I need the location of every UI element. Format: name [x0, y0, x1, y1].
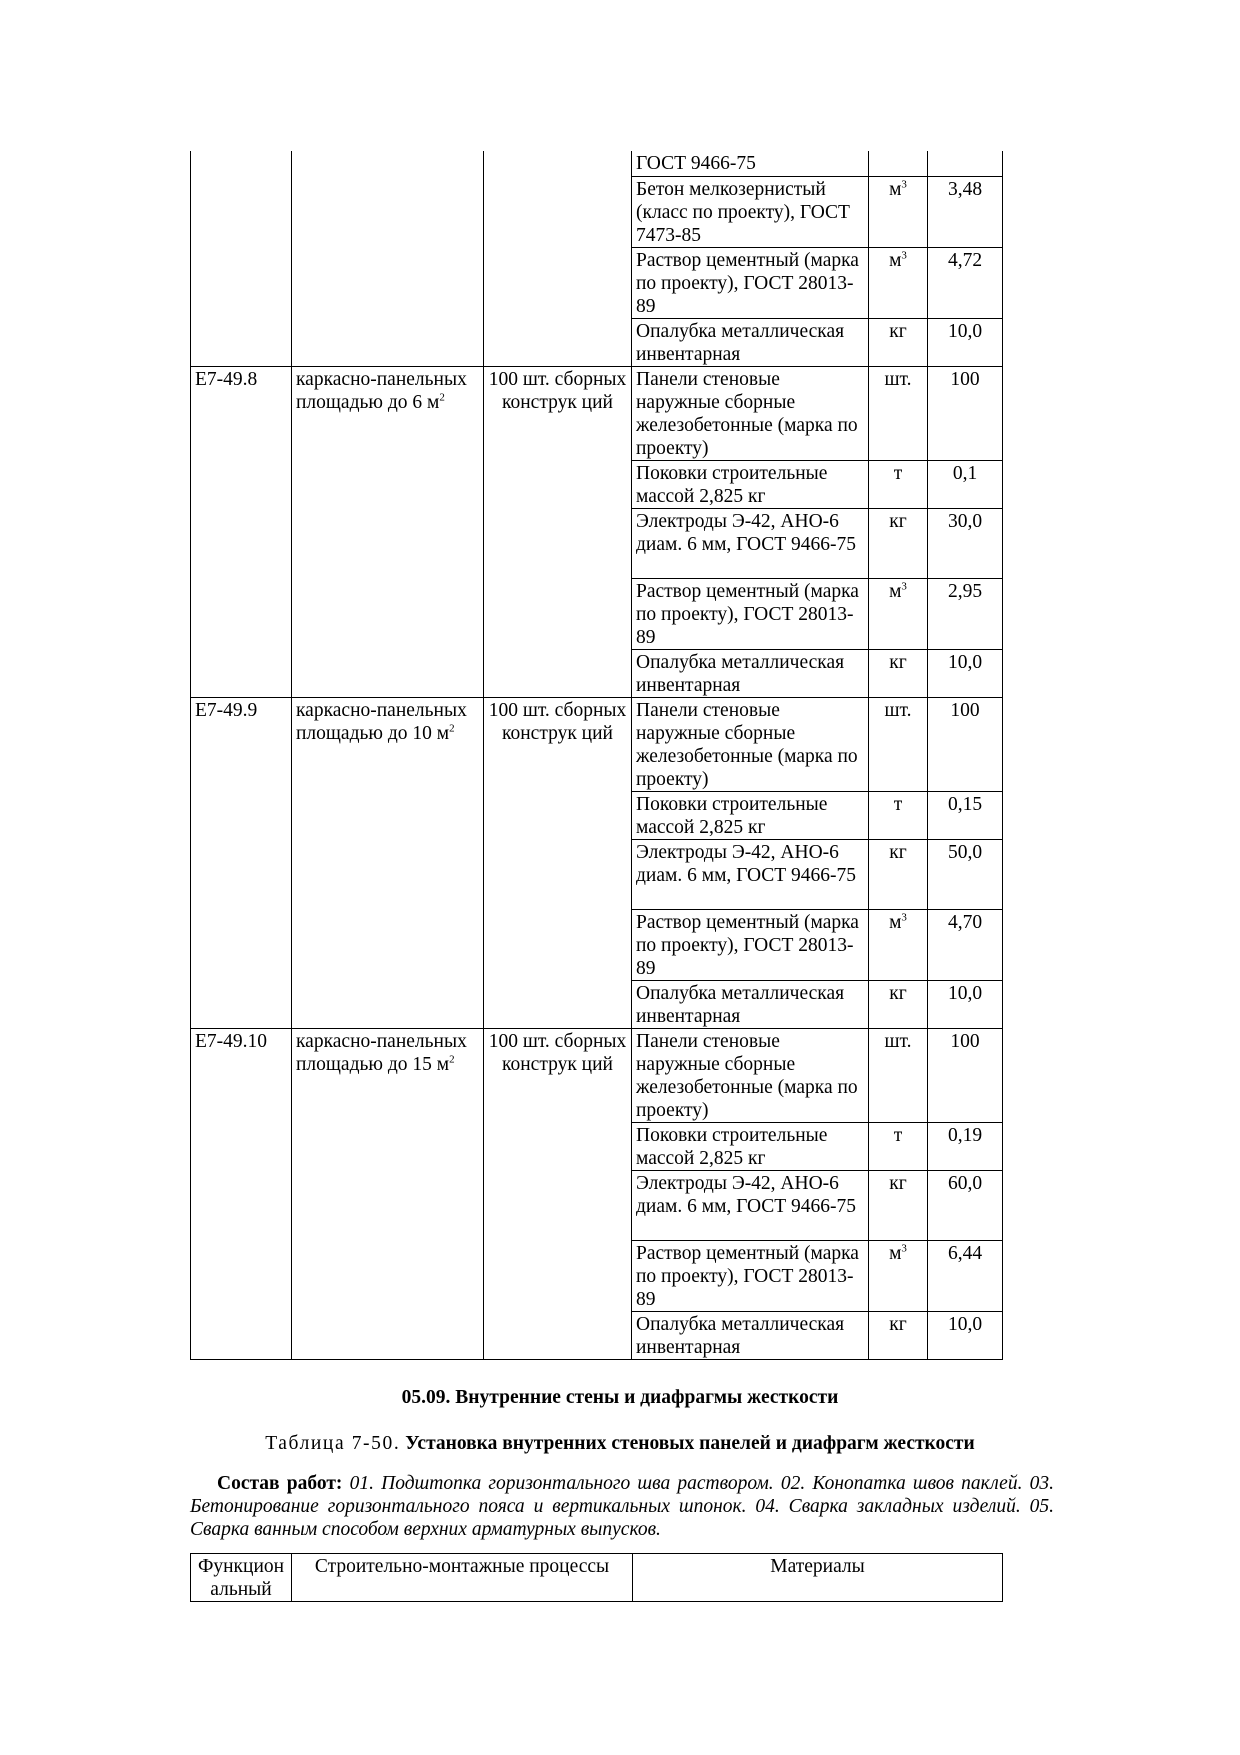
code-cell — [191, 578, 292, 649]
name-superscript: 2 — [449, 722, 455, 734]
unit-cell-text: 100 шт. сборных конструк ций — [488, 699, 627, 744]
material-cell: Электроды Э-42, АНО-6 диам. 6 мм, ГОСТ 9466-75 — [632, 839, 869, 909]
measure-superscript: 3 — [901, 911, 907, 923]
measure-cell — [869, 1311, 928, 1359]
name-cell-text: каркасно-панельных площадью до 6 м — [296, 368, 467, 413]
measure-text: кг — [889, 320, 907, 342]
unit-cell — [484, 318, 632, 366]
unit-cell — [484, 366, 632, 460]
material-cell: Панели стеновые наружные сборные железобетонные (марка по проекту) — [632, 697, 869, 791]
value-cell: 3,48 — [928, 176, 1003, 247]
value-cell: 10,0 — [928, 1311, 1003, 1359]
value-cell — [928, 151, 1003, 176]
name-cell — [292, 909, 484, 980]
measure-cell — [869, 460, 928, 508]
name-cell — [292, 839, 484, 909]
code-cell-text: Е7-49.9 — [195, 699, 258, 721]
measure-text: шт. — [884, 1030, 912, 1052]
material-cell: Электроды Э-42, АНО-6 диам. 6 мм, ГОСТ 9466-75 — [632, 1170, 869, 1240]
table-caption — [0, 1433, 1240, 1455]
code-cell — [191, 508, 292, 578]
value-cell: 2,95 — [928, 578, 1003, 649]
measure-cell — [869, 1122, 928, 1170]
material-cell: ГОСТ 9466-75 — [632, 151, 869, 176]
unit-cell-text: 100 шт. сборных конструк ций — [488, 368, 627, 413]
measure-cell — [869, 791, 928, 839]
measure-text: т — [893, 462, 903, 484]
unit-cell — [484, 791, 632, 839]
material-cell: Опалубка металлическая инвентарная — [632, 980, 869, 1028]
value-cell: 100 — [928, 697, 1003, 791]
table-row — [191, 247, 1003, 318]
code-cell — [191, 1170, 292, 1240]
table-row — [191, 508, 1003, 578]
table-row — [191, 366, 1003, 460]
measure-cell — [869, 366, 928, 460]
material-cell: Раствор цементный (марка по проекту), ГОСТ 28013-89 — [632, 909, 869, 980]
norms-table-body — [191, 151, 1003, 1359]
material-cell: Раствор цементный (марка по проекту), ГОСТ 28013-89 — [632, 1240, 869, 1311]
value-cell: 50,0 — [928, 839, 1003, 909]
name-cell — [292, 578, 484, 649]
value-cell: 0,15 — [928, 791, 1003, 839]
unit-cell — [484, 1240, 632, 1311]
code-cell — [191, 318, 292, 366]
measure-cell — [869, 508, 928, 578]
name-cell — [292, 508, 484, 578]
name-cell — [292, 980, 484, 1028]
unit-cell — [484, 508, 632, 578]
measure-text: м — [889, 178, 902, 200]
material-cell: Раствор цементный (марка по проекту), ГОСТ 28013-89 — [632, 578, 869, 649]
measure-cell — [869, 1170, 928, 1240]
material-cell: Поковки строительные массой 2,825 кг — [632, 791, 869, 839]
measure-text: шт. — [884, 368, 912, 390]
code-cell — [191, 839, 292, 909]
code-cell-text: Е7-49.8 — [195, 368, 258, 390]
code-cell — [191, 697, 292, 791]
unit-cell — [484, 151, 632, 176]
table-row — [191, 1311, 1003, 1359]
measure-text: кг — [889, 651, 907, 673]
measure-text: м — [889, 1242, 902, 1264]
measure-cell — [869, 247, 928, 318]
name-cell — [292, 460, 484, 508]
section-heading: 05.09. Внутренние стены и диафрагмы жесткости — [401, 1387, 839, 1408]
material-cell: Опалубка металлическая инвентарная — [632, 318, 869, 366]
table-row — [191, 318, 1003, 366]
name-cell-text: каркасно-панельных площадью до 10 м — [296, 699, 467, 744]
code-cell — [191, 909, 292, 980]
value-cell: 6,44 — [928, 1240, 1003, 1311]
measure-text: т — [893, 1124, 903, 1146]
unit-cell — [484, 1028, 632, 1122]
work-composition-lead: Состав работ: — [217, 1473, 343, 1494]
measure-cell — [869, 697, 928, 791]
work-composition-text: 01. Подштопка горизонтального шва раствором. 02. Конопатка швов паклей. 03. Бетонирование горизонтального пояса и вертикальных шпонок. 04. Сварка закладных изделий. 05. Сварка ванным способом верхних арматурных выпусков. — [190, 1473, 1054, 1540]
table-row — [191, 909, 1003, 980]
measure-superscript: 3 — [901, 249, 907, 261]
name-cell — [292, 1122, 484, 1170]
measure-cell — [869, 151, 928, 176]
measure-cell — [869, 980, 928, 1028]
name-superscript: 2 — [439, 391, 445, 403]
value-cell: 4,70 — [928, 909, 1003, 980]
value-cell: 0,19 — [928, 1122, 1003, 1170]
unit-cell — [484, 578, 632, 649]
work-composition — [190, 1472, 1054, 1541]
unit-cell-text: 100 шт. сборных конструк ций — [488, 1030, 627, 1075]
norms-table — [190, 151, 1003, 1360]
name-cell — [292, 1311, 484, 1359]
measure-superscript: 3 — [901, 580, 907, 592]
unit-cell — [484, 176, 632, 247]
code-cell — [191, 1240, 292, 1311]
code-cell-text: Е7-49.10 — [195, 1030, 268, 1052]
measure-cell — [869, 578, 928, 649]
measure-text: м — [889, 580, 902, 602]
name-cell — [292, 176, 484, 247]
measure-cell — [869, 1240, 928, 1311]
measure-cell — [869, 839, 928, 909]
measure-text: шт. — [884, 699, 912, 721]
measure-cell — [869, 176, 928, 247]
material-cell: Опалубка металлическая инвентарная — [632, 649, 869, 697]
measure-cell — [869, 649, 928, 697]
unit-cell — [484, 839, 632, 909]
table-row — [191, 1028, 1003, 1122]
unit-cell — [484, 909, 632, 980]
table-row — [191, 578, 1003, 649]
table-row — [191, 151, 1003, 176]
unit-cell — [484, 1170, 632, 1240]
table-caption-label: Таблица 7-50. — [265, 1433, 401, 1454]
measure-text: кг — [889, 1172, 907, 1194]
name-cell — [292, 318, 484, 366]
material-cell: Панели стеновые наружные сборные железобетонные (марка по проекту) — [632, 1028, 869, 1122]
measure-cell — [869, 909, 928, 980]
header-row — [191, 1554, 1003, 1602]
code-cell — [191, 1311, 292, 1359]
table-caption-title: Установка внутренних стеновых панелей и диафрагм жесткости — [405, 1433, 975, 1454]
table-row — [191, 460, 1003, 508]
value-cell: 60,0 — [928, 1170, 1003, 1240]
table-row — [191, 1240, 1003, 1311]
value-cell: 0,1 — [928, 460, 1003, 508]
unit-cell — [484, 649, 632, 697]
unit-cell — [484, 697, 632, 791]
code-cell — [191, 980, 292, 1028]
code-cell — [191, 176, 292, 247]
unit-cell — [484, 980, 632, 1028]
measure-text: т — [893, 793, 903, 815]
code-cell — [191, 247, 292, 318]
measure-text: м — [889, 911, 902, 933]
table-row — [191, 1122, 1003, 1170]
name-cell — [292, 649, 484, 697]
code-cell — [191, 366, 292, 460]
table-row — [191, 176, 1003, 247]
name-cell — [292, 697, 484, 791]
measure-text: кг — [889, 982, 907, 1004]
material-cell: Раствор цементный (марка по проекту), ГОСТ 28013-89 — [632, 247, 869, 318]
measure-text: кг — [889, 841, 907, 863]
name-cell-text: каркасно-панельных площадью до 15 м — [296, 1030, 467, 1075]
table-row — [191, 791, 1003, 839]
unit-cell — [484, 1122, 632, 1170]
name-cell — [292, 1240, 484, 1311]
header-materials: Материалы — [633, 1554, 1003, 1602]
name-cell — [292, 366, 484, 460]
material-cell: Бетон мелкозернистый (класс по проекту), ГОСТ 7473-85 — [632, 176, 869, 247]
value-cell: 100 — [928, 366, 1003, 460]
measure-text: кг — [889, 1313, 907, 1335]
name-cell — [292, 151, 484, 176]
table-row — [191, 839, 1003, 909]
material-cell: Поковки строительные массой 2,825 кг — [632, 1122, 869, 1170]
material-cell: Опалубка металлическая инвентарная — [632, 1311, 869, 1359]
code-cell — [191, 151, 292, 176]
table-row — [191, 980, 1003, 1028]
unit-cell — [484, 247, 632, 318]
material-cell: Панели стеновые наружные сборные железобетонные (марка по проекту) — [632, 366, 869, 460]
header-table — [190, 1553, 1003, 1602]
name-cell — [292, 791, 484, 839]
code-cell — [191, 649, 292, 697]
name-superscript: 2 — [449, 1053, 455, 1065]
measure-cell — [869, 1028, 928, 1122]
table-row — [191, 1170, 1003, 1240]
header-processes: Строительно-монтажные процессы — [292, 1554, 633, 1602]
value-cell: 10,0 — [928, 980, 1003, 1028]
header-functional: Функцион альный — [191, 1554, 292, 1602]
measure-text: м — [889, 249, 902, 271]
code-cell — [191, 460, 292, 508]
unit-cell — [484, 1311, 632, 1359]
value-cell: 100 — [928, 1028, 1003, 1122]
table-row — [191, 697, 1003, 791]
measure-cell — [869, 318, 928, 366]
measure-superscript: 3 — [901, 1242, 907, 1254]
code-cell — [191, 1028, 292, 1122]
name-cell — [292, 1028, 484, 1122]
material-cell: Электроды Э-42, АНО-6 диам. 6 мм, ГОСТ 9466-75 — [632, 508, 869, 578]
table-row — [191, 649, 1003, 697]
code-cell — [191, 791, 292, 839]
value-cell: 10,0 — [928, 318, 1003, 366]
unit-cell — [484, 460, 632, 508]
measure-superscript: 3 — [901, 178, 907, 190]
material-cell: Поковки строительные массой 2,825 кг — [632, 460, 869, 508]
value-cell: 30,0 — [928, 508, 1003, 578]
measure-text: кг — [889, 510, 907, 532]
name-cell — [292, 247, 484, 318]
value-cell: 4,72 — [928, 247, 1003, 318]
value-cell: 10,0 — [928, 649, 1003, 697]
code-cell — [191, 1122, 292, 1170]
name-cell — [292, 1170, 484, 1240]
